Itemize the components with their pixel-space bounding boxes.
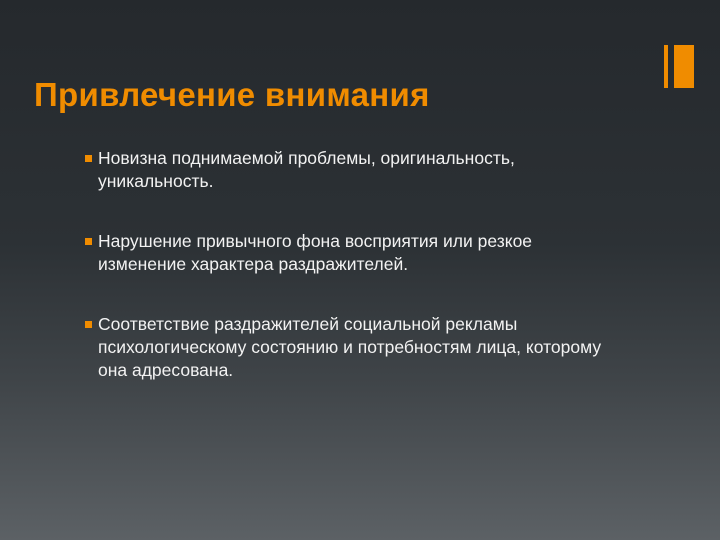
bullet-text: Соответствие раздражителей социальной рекламы психологическому состоянию и потребностям лица, которому она адресована. [98,314,602,380]
bullet-item [85,147,625,193]
bullet-text: Нарушение привычного фона восприятия или резкое изменение характера раздражителей. [98,231,533,274]
bullet-item [85,230,625,276]
bullet-text: Новизна поднимаемой проблемы, оригинальность, уникальность. [98,148,515,191]
slide-title: Привлечение внимания [34,76,430,113]
square-bullet-icon [85,321,92,328]
accent-bars [664,45,694,88]
bullet-list [85,147,625,419]
accent-bar-thick [674,45,694,88]
accent-bar-thin [664,45,668,88]
bullet-item [85,313,625,382]
square-bullet-icon [85,238,92,245]
square-bullet-icon [85,155,92,162]
